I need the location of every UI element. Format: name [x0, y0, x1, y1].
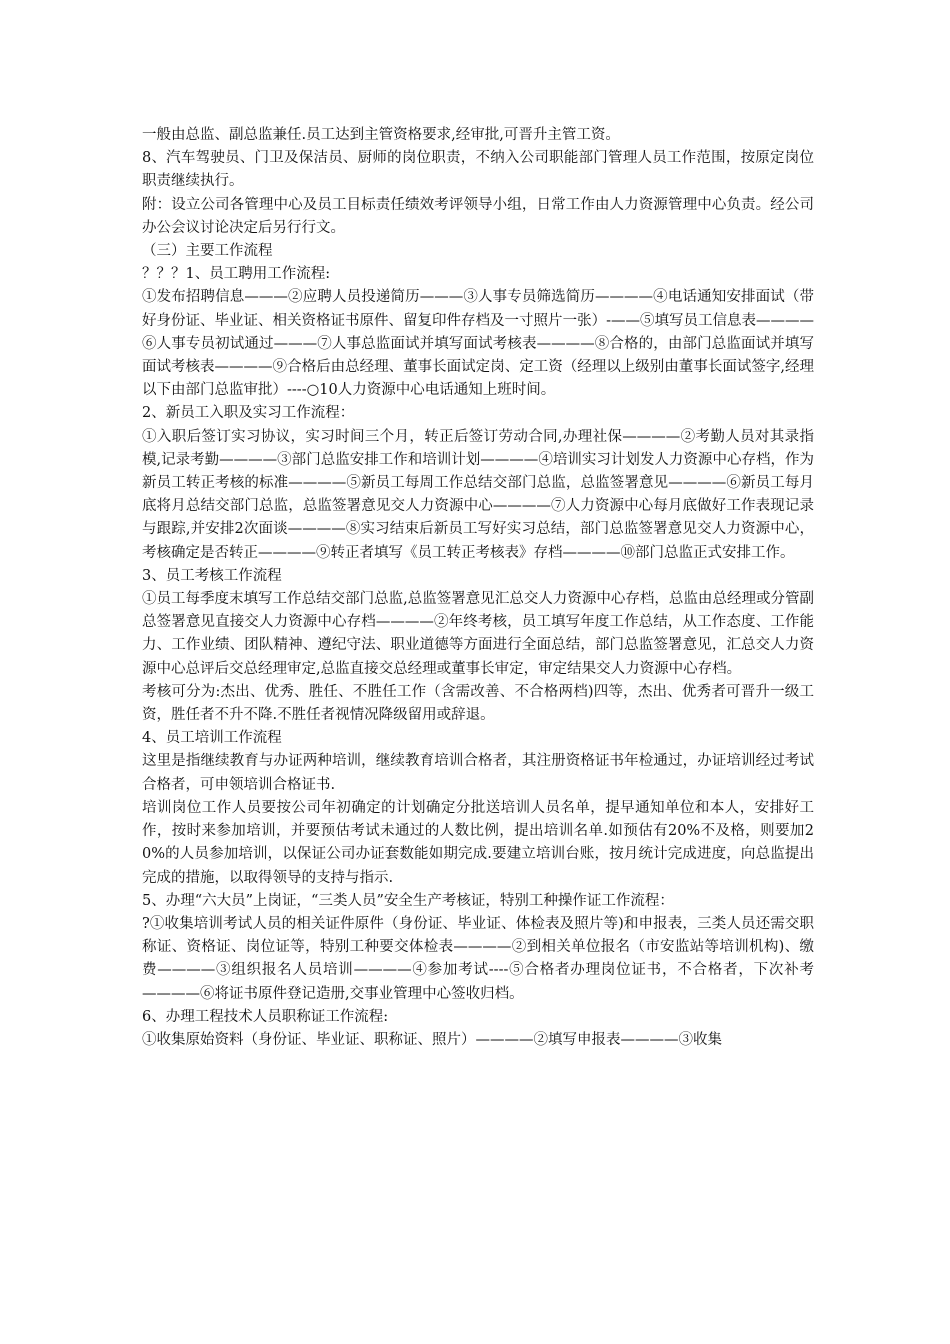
paragraph-training-plan: 培训岗位工作人员要按公司年初确定的计划确定分批送培训人员名单，提早通知单位和本人，安排好工作，按时来参加培训，并要预估考试未通过的人数比例，提出培训名单.如预估有20%不及格，则要加20%的人员参加培训，以保证公司办证套数能如期完成.要建立培训台账，按月统计完成进度，向总监提出完成的措施，以取得领导的支持与指示. — [142, 799, 814, 886]
paragraph-assessment-grades: 考核可分为:杰出、优秀、胜任、不胜任工作（含需改善、不合格两档)四等，杰出、优秀者可晋升一级工资，胜任者不升不降.不胜任者视情况降级留用或辞退。 — [142, 683, 814, 724]
heading-onboarding-workflow: 2、新员工入职及实习工作流程： — [142, 405, 355, 422]
heading-certificate-workflow: 5、办理“六大员”上岗证，“三类人员”安全生产考核证，特别工种操作证工作流程： — [142, 892, 674, 909]
document-page — [142, 124, 814, 1052]
paragraph-training-intro: 这里是指继续教育与办证两种培训，继续教育培训合格者，其注册资格证书年检通过，办证培训经过考试合格者，可申领培训合格证书. — [142, 753, 814, 793]
paragraph-hiring-steps: ①发布招聘信息———②应聘人员投递简历———③人事专员筛选简历————④电话通知安排面试（带好身份证、毕业证、相关资格证书原件、留复印件存档及一寸照片一张）-——⑤填写员工信息表————⑥人事专员初试通过———⑦人事总监面试并填写面试考核表————⑧合格的，由部门总监面试并填写面试考核表————⑨合格后由总经理、董事长面试定岗、定工资（经理以上级别由董事长面试签字,经理以下由部门总监审批）----○10人力资源中心电话通知上班时间。 — [142, 289, 814, 399]
heading-hiring-workflow: ？？？1、员工聘用工作流程: — [142, 266, 331, 283]
paragraph-title-certificate-steps: ①收集原始资料（身份证、毕业证、职称证、照片）————②填写申报表————③收集 — [142, 1031, 722, 1048]
section-heading-workflows: （三）主要工作流程 — [142, 243, 273, 260]
paragraph-onboarding-steps: ①入职后签订实习协议，实习时间三个月，转正后签订劳动合同,办理社保————②考勤人员对其录指模,记录考勤————③部门总监安排工作和培训计划————④培训实习计划发人力资源中心存档，作为新员工转正考核的标准————⑤新员工每周工作总结交部门总监，总监签署意见————⑥新员工每月底将月总结交部门总监，总监签署意见交人力资源中心————⑦人力资源中心每月底做好工作表现记录与跟踪,并安排2次面谈————⑧实习结束后新员工写好实习总结，部门总监签署意见交人力资源中心，考核确定是否转正————⑨转正者填写《员工转正考核表》存档————⑩部门总监正式安排工作。 — [142, 428, 814, 561]
heading-title-certificate-workflow: 6、办理工程技术人员职称证工作流程: — [142, 1008, 389, 1025]
paragraph-assessment-steps: ①员工每季度末填写工作总结交部门总监,总监签署意见汇总交人力资源中心存档，总监由总经理或分管副总签署意见直接交人力资源中心存档————②年终考核，员工填写年度工作总结，从工作态度、工作能力、工作业绩、团队精神、遵纪守法、职业道德等方面进行全面总结，部门总监签署意见，汇总交人力资源中心总评后交总经理审定,总监直接交总经理或董事长审定，审定结果交人力资源中心存档。 — [142, 591, 814, 677]
paragraph-2: 8、汽车驾驶员、门卫及保洁员、厨师的岗位职责，不纳入公司职能部门管理人员工作范围，按原定岗位职责继续执行。 — [142, 150, 814, 190]
paragraph-3: 附：设立公司各管理中心及员工目标责任绩效考评领导小组，日常工作由人力资源管理中心负责。经公司办公会议讨论决定后另行行文。 — [142, 196, 814, 236]
paragraph-1: 一般由总监、副总监兼任.员工达到主管资格要求,经审批,可晋升主管工资。 — [142, 127, 620, 143]
paragraph-certificate-steps: ?①收集培训考试人员的相关证件原件（身份证、毕业证、体检表及照片等)和申报表，三类人员还需交职称证、资格证、岗位证等，特别工种要交体检表————②到相关单位报名（市安监站等培训机构)、缴费————③组织报名人员培训————④参加考试----⑤合格者办理岗位证书，不合格者，下次补考————⑥将证书原件登记造册,交事业管理中心签收归档。 — [142, 915, 814, 1002]
heading-assessment-workflow: 3、员工考核工作流程 — [142, 567, 282, 584]
heading-training-workflow: 4、员工培训工作流程 — [142, 730, 282, 747]
